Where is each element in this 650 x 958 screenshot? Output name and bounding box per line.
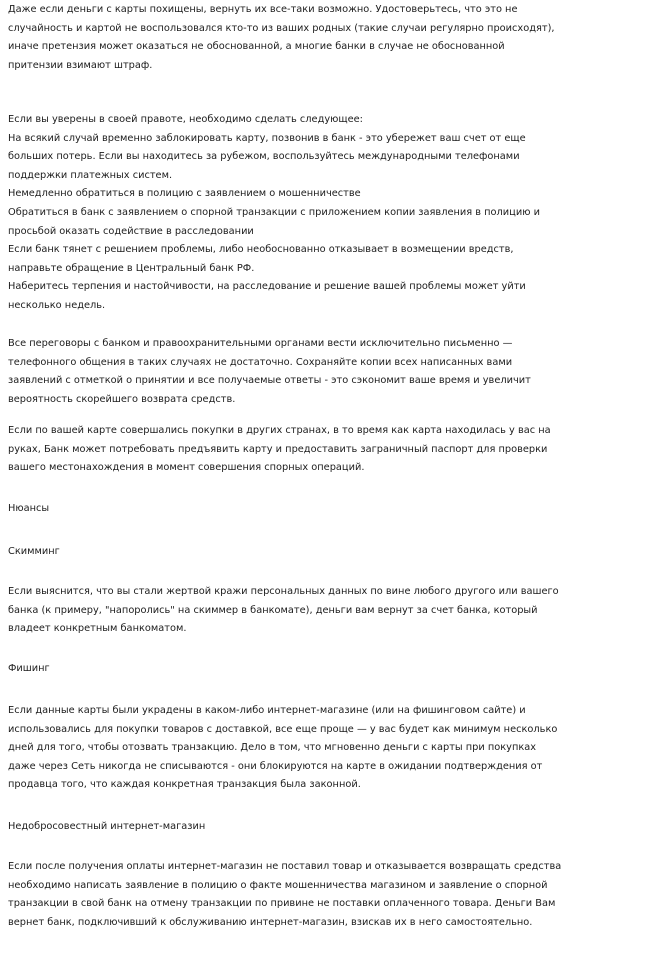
text-line: телефонного общения в таких случаях не достаточно. Сохраняйте копии всех написанных вами <box>8 356 513 368</box>
abroad-paragraph <box>8 422 646 478</box>
text-line: транзакции в свой банк на отмену транзакции по привине не поставки оплаченного товара. Деньги Вам <box>8 898 556 910</box>
text-line: продавца того, что каждая конкретная транзакция была законной. <box>8 779 361 791</box>
text-line: использовались для покупки товаров с доставкой, все еще проще — у вас будет как минимум несколько <box>8 723 558 735</box>
text-line: случайность и картой не воспользовался кто-то из ваших родных (такие случаи регулярно происходят), <box>8 22 555 34</box>
text-line: иначе претензия может оказаться не обоснованной, а многие банки в случае не обоснованной <box>8 41 505 53</box>
text-line: поддержки платежных систем. <box>8 169 173 181</box>
text-line: На всякий случай временно заблокировать карту, позвонив в банк - это убережет ваш счет от еще <box>8 132 526 144</box>
text-line: просьбой оказать содействие в расследовании <box>8 225 254 237</box>
text-line: вашего местонахождения в момент совершения спорных операций. <box>8 462 365 474</box>
text-line: вероятность скорейшего возврата средств. <box>8 393 236 405</box>
nuances-heading: Нюансы <box>8 503 50 514</box>
negotiations-paragraph <box>8 335 646 409</box>
text-line: больших потерь. Если вы находитесь за рубежом, воспользуйтесь международными телефонами <box>8 151 520 163</box>
text-line: Если данные карты были украдены в каком-либо интернет-магазине (или на фишинговом сайте) и <box>8 705 526 716</box>
text-line: владеет конкретным банкоматом. <box>8 623 187 635</box>
text-line: Обратиться в банк с заявлением о спорной транзакции с приложением копии заявления в полицию и <box>8 206 540 218</box>
text-line: несколько недель. <box>8 299 106 311</box>
skimming-heading: Скимминг <box>8 546 60 557</box>
text-line: банка (к примеру, "напоролись" на скиммер в банкомате), деньги вам вернут за счет банка, который <box>8 604 538 616</box>
text-line: Если по вашей карте совершались покупки в других странах, в то время как карта находилась у вас на <box>8 425 551 436</box>
text-line: притензии взимают штраф. <box>8 59 153 71</box>
text-line: даже через Сеть никогда не списываются - они блокируются на карте в ожидании подтверждения от <box>8 760 543 772</box>
skimming-paragraph <box>8 583 646 639</box>
text-line: Если банк тянет с решением проблемы, либо необоснованно отказывает в возмещении вредств, <box>8 244 514 256</box>
text-line: Наберитесь терпения и настойчивости, на расследование и решение вашей проблемы может уйти <box>8 281 526 293</box>
text-line: Даже если деньги с карты похищены, вернуть их все-таки возможно. Удостоверьтесь, что это не <box>8 4 518 15</box>
text-line: направьте обращение в Центральный банк РФ. <box>8 262 255 274</box>
text-line: руках, Банк может потребовать предъявить карту и предоставить заграничный паспорт для проверки <box>8 443 548 455</box>
text-line: Немедленно обратиться в полицию с заявлением о мошенничестве <box>8 188 361 200</box>
text-line: необходимо написать заявление в полицию о факте мошенничества магазином и заявление о спорной <box>8 879 548 891</box>
text-line: Все переговоры с банком и правоохранительными органами вести исключительно письменно — <box>8 338 513 349</box>
text-line: дней для того, чтобы отозвать транзакцию. Дело в том, что мгновенно деньги с карты при покупках <box>8 742 537 754</box>
text-line: Если вы уверены в своей правоте, необходимо сделать следующее: <box>8 114 363 125</box>
shop-heading: Недобросовестный интернет-магазин <box>8 821 206 832</box>
text-line: Если после получения оплаты интернет-магазин не поставил товар и отказывается возвращать средства <box>8 861 562 872</box>
text-line: Если выяснится, что вы стали жертвой кражи персональных данных по вине любого другого или вашего <box>8 586 559 597</box>
intro-paragraph <box>8 1 646 75</box>
phishing-paragraph <box>8 702 646 795</box>
text-line: заявлений с отметкой о принятии и все получаемые ответы - это сэкономит ваше время и увеличит <box>8 375 531 387</box>
phishing-heading: Фишинг <box>8 663 50 674</box>
text-line: вернет банк, подключивший к обслуживанию интернет-магазин, взискав их в него самостоятельно. <box>8 916 533 928</box>
steps-paragraph <box>8 111 646 316</box>
shop-paragraph <box>8 858 646 932</box>
